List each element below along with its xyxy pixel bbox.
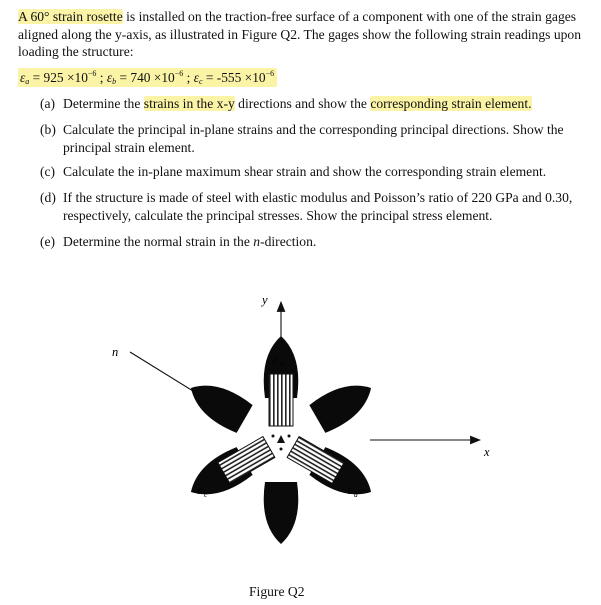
epsilon-c-symbol: ε [193,70,199,85]
svg-text:b: b [280,359,284,368]
epsilon-b-exp: −6 [174,69,184,78]
highlight-strain-rosette: A 60° strain rosette [18,9,123,24]
epsilon-c-exp: −6 [265,69,275,78]
strain-readings-highlight [18,68,277,87]
question-text: -direction. [260,234,317,249]
separator: ; [96,70,107,85]
label-x-axis: x [484,445,490,459]
epsilon-a-sub: a [25,77,30,86]
question-text: Determine the normal strain in the [63,234,254,249]
figure-caption: Figure Q2 [249,584,305,599]
question-text: directions and show the [234,96,371,111]
question-label: (a) [40,96,56,111]
epsilon-b-sub: b [112,77,117,86]
svg-text:c: c [204,490,208,499]
question-text: Calculate the in-plane maximum shear strain and show the corresponding strain element. [63,164,547,179]
strain-readings [18,70,277,86]
epsilon-c-sub: c [198,77,203,86]
epsilon-a-exp: −6 [87,69,97,78]
question-label: (e) [40,234,56,249]
svg-text:ε: ε [273,352,278,366]
intro-text: is installed on the traction-free surface of a component with one of the strain gages aligned along the y-axis, as illustrated in Figure Q2. The gages show the following strain readings upon loading the structure: [18,9,582,59]
epsilon-a-symbol: ε [20,70,26,85]
question-label: (d) [40,190,56,205]
svg-text:ε: ε [197,483,202,497]
question-text: Determine the [63,96,144,111]
question-text: Calculate the principal in-plane strains and the corresponding principal directions. Show the principal strain element. [63,122,564,155]
problem-intro [18,8,588,61]
svg-text:a: a [354,490,358,499]
epsilon-b-value: = 740 ×10 [116,70,175,85]
svg-text:ε: ε [347,483,352,497]
epsilon-a-value: = 925 ×10 [29,70,88,85]
question-label: (b) [40,122,56,137]
n-symbol: n [253,234,261,249]
highlight-strains-xy: strains in the x-y [143,96,235,111]
question-label: (c) [40,164,56,179]
separator: ; [183,70,194,85]
epsilon-c-value: = -555 ×10 [202,70,266,85]
highlight-strain-element: corresponding strain element. [370,96,532,111]
question-text: If the structure is made of steel with elastic modulus and Poisson’s ratio of 220 GPa and 0.30, respectively, calculate the principal stresses. Show the principal stress element. [63,190,573,223]
epsilon-b-symbol: ε [106,70,113,85]
gage-b [269,374,293,426]
figure-q2-rosette [0,290,601,585]
label-n-axis: n [112,345,119,359]
label-y-axis: y [262,293,268,307]
